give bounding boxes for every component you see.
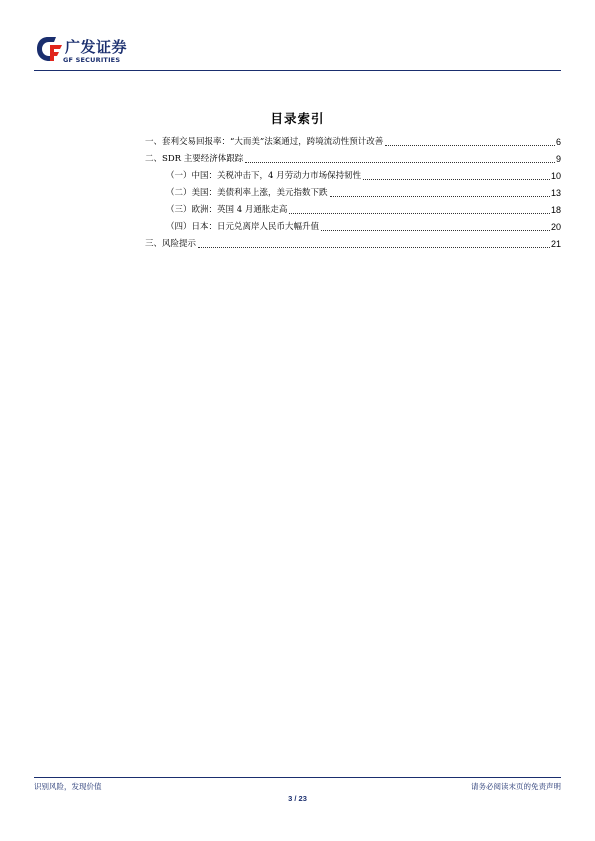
toc-entry-page: 20 xyxy=(550,222,561,232)
toc-entry-label: （四）日本：日元兑离岸人民币大幅升值 xyxy=(166,222,320,232)
header-divider xyxy=(34,70,561,71)
footer-divider xyxy=(34,777,561,778)
toc-entry-page: 10 xyxy=(550,171,561,181)
toc-leader xyxy=(321,230,550,231)
toc-entry[interactable] xyxy=(166,168,561,182)
toc-entry-label: 二、SDR 主要经济体跟踪 xyxy=(145,154,244,164)
toc-leader xyxy=(330,196,550,197)
toc-leader xyxy=(198,247,550,248)
toc-leader xyxy=(245,162,555,163)
toc-leader xyxy=(289,213,550,214)
toc-title: 目录索引 xyxy=(270,111,325,126)
toc-entry[interactable] xyxy=(145,151,561,165)
toc-entry[interactable] xyxy=(145,134,561,148)
toc-entry-page: 6 xyxy=(555,137,561,147)
toc-entry[interactable] xyxy=(145,236,561,250)
toc-entry-label: （一）中国：关税冲击下，4 月劳动力市场保持韧性 xyxy=(166,171,362,181)
footer-slogan: 识别风险，发现价值 xyxy=(34,782,102,791)
toc-entry[interactable] xyxy=(166,219,561,233)
toc-entry-page: 18 xyxy=(550,205,561,215)
toc-leader xyxy=(385,145,555,146)
toc-entry-label: （二）美国：美债利率上涨，美元指数下跌 xyxy=(166,188,328,198)
toc-entry-page: 13 xyxy=(550,188,561,198)
toc-entry-page: 21 xyxy=(550,239,561,249)
gf-logo-icon xyxy=(34,34,64,64)
toc-entry-label: 三、风险提示 xyxy=(145,239,197,249)
footer-disclaimer: 请务必阅读末页的免责声明 xyxy=(471,782,561,791)
page-number: 3 / 23 xyxy=(288,794,307,803)
logo-chinese-name: 广发证券 xyxy=(65,38,128,56)
toc-entry-label: 一、套利交易回报率：“大而美”法案通过，跨境流动性预计改善 xyxy=(145,137,384,147)
toc-entry-page: 9 xyxy=(555,154,561,164)
toc-entry[interactable] xyxy=(166,202,561,216)
toc-entry-label: （三）欧洲：英国 4 月通胀走高 xyxy=(166,205,288,215)
toc-entry[interactable] xyxy=(166,185,561,199)
logo-english-name: GF SECURITIES xyxy=(63,56,121,64)
toc-leader xyxy=(363,179,550,180)
company-logo xyxy=(34,34,144,70)
